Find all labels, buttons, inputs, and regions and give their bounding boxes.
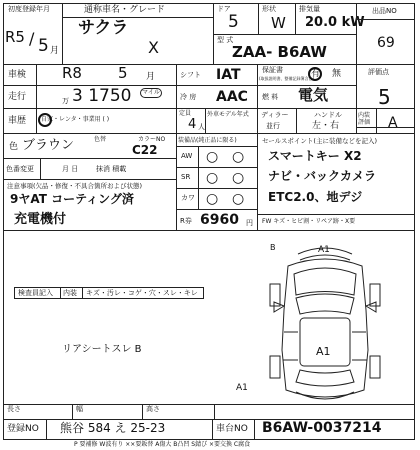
door-label: ドア [217, 5, 231, 13]
shape-label: 形状 [262, 5, 276, 13]
change-date-label: 月 日 [62, 165, 79, 173]
dimensions-row [3, 404, 215, 420]
damage-mark-small: B [270, 243, 276, 252]
equip-mark-3b: ○ [232, 191, 245, 207]
change-label: 色番変更 [6, 165, 34, 173]
warranty-yes: 有 [311, 69, 321, 79]
length-label: 長さ [7, 405, 21, 413]
first-reg-sep: / [29, 29, 35, 48]
equip-mark-2a: ○ [206, 170, 219, 186]
car-grade: X [148, 38, 159, 57]
damage-mark-right: A1 [316, 345, 331, 358]
model-label: 型 式 [217, 36, 234, 44]
reg-value: 熊谷 584 え 25-23 [60, 421, 166, 435]
mileage-mile-tag: マイル [142, 89, 160, 96]
shaken-month: 5 [118, 64, 128, 82]
equip-mark-1b: ○ [232, 149, 245, 165]
mileage-unit: 万 [62, 97, 69, 105]
inspector-interior-label: 内装 [63, 289, 77, 297]
fuel-value: 電気 [298, 86, 329, 104]
r-label: R券 [180, 217, 192, 225]
equip-code-3: カワ [181, 194, 195, 202]
usage-label: 車歴 [8, 116, 27, 126]
model-value: ZAA- B6AW [232, 43, 327, 61]
warranty-sub: (取扱説明書、整備記録簿含む) [259, 76, 315, 81]
shift-label: シフト [180, 71, 201, 79]
warranty-no: 無 [332, 69, 342, 79]
first-reg-era: R5 [5, 28, 25, 46]
mileage-value: 3 1750 [72, 86, 132, 106]
color-no-value: C22 [132, 143, 158, 157]
car-damage-diagram [250, 240, 400, 408]
r-unit: 円 [246, 219, 253, 227]
notes-line-2: 充電機付 [14, 212, 67, 227]
equip-code-2: SR [181, 173, 191, 181]
handle-value: 左・右 [312, 121, 340, 131]
width-label: 幅 [76, 405, 83, 413]
color-change-label: 色替 [94, 136, 107, 143]
displacement-value: 20.0 kW [305, 15, 365, 30]
score-label: 評価点 [368, 68, 389, 76]
interior-label: 内装評価 [358, 112, 371, 127]
notes-label: 注意事項(欠品・修復・不具合箇所および状態) [7, 182, 143, 190]
first-reg-month-unit: 月 [50, 46, 60, 56]
selling-points-label: セールスポイント(主に装備などを記入) [262, 137, 377, 145]
r-value: 6960 [200, 212, 239, 228]
score-value: 5 [378, 85, 391, 109]
notes-line-1: 9ヤAT コーティング済 [10, 192, 134, 206]
interior-value: A [388, 115, 398, 131]
handle-label: ハンドル [314, 111, 342, 119]
inspector-label: 検査員記入 [18, 289, 53, 297]
selling-point-1: スマートキー X2 [268, 149, 362, 163]
car-name: サクラ [78, 18, 129, 38]
change-options: 抹消 積載 [96, 165, 127, 173]
mileage-label: 走行 [8, 92, 27, 102]
shaken-label: 車検 [8, 70, 27, 80]
color-no-label: カラーNO [138, 136, 166, 143]
equipment-label: 装備品(純正品に限る) [178, 137, 237, 144]
chassis-label: 車台NO [216, 424, 248, 434]
inspector-note: リアシートスレ B [62, 344, 142, 355]
name-grade-label: 通称車名・グレード [84, 5, 166, 15]
first-reg-label: 初度登録年月 [8, 5, 50, 13]
first-reg-month: 5 [38, 36, 49, 56]
seats-unit: 人 [198, 123, 205, 131]
selling-point-2: ナビ・バックカメラ [268, 169, 377, 183]
fuel-label: 燃 料 [262, 93, 279, 101]
inspector-options: キズ・汚レ・コゲ・穴・スレ・キレ [86, 289, 198, 297]
reg-label: 登録NO [7, 424, 39, 434]
door-value: 5 [228, 12, 239, 32]
dealer-label: ディラー [261, 111, 289, 119]
equip-mark-2b: ○ [232, 170, 245, 186]
damage-mark-rear: A1 [236, 383, 248, 393]
height-label: 高さ [146, 405, 160, 413]
chassis-value: B6AW-0037214 [262, 420, 382, 436]
selling-points-footer: FW キズ・ヒビ割・リペア跡・X要 [262, 218, 356, 225]
ac-label: 冷 房 [180, 93, 197, 101]
color-label: 色 [9, 142, 19, 152]
legend-text: P 要補修 W波有り ××要鈑替 A傷大 B凸凹 S錆び ×要交換 C腐食 [74, 441, 251, 448]
color-value: ブラウン [22, 138, 75, 153]
shift-value: IAT [216, 67, 241, 83]
equip-code-1: AW [181, 152, 193, 160]
warranty-label: 保証書 [262, 66, 283, 74]
dealer-value: 並行 [266, 122, 280, 130]
shaken-month-unit: 月 [146, 72, 156, 82]
seats-value: 4 [188, 117, 197, 132]
lot-value: 69 [377, 35, 395, 51]
ac-value: AAC [216, 89, 248, 105]
equip-mark-3a: ○ [206, 191, 219, 207]
equip-mark-1a: ○ [206, 149, 219, 165]
displacement-label: 排気量 [299, 5, 320, 13]
selling-point-3: ETC2.0、地デジ [268, 190, 363, 204]
shape-value: W [271, 14, 286, 32]
seats-label: 定員 [179, 110, 192, 117]
usage-options: 自家・レンタ・事業用 ( ) [41, 116, 110, 123]
import-label: 外車モデル年式 [207, 111, 249, 118]
lot-label: 出品NO [372, 7, 397, 15]
shaken-era: R8 [62, 64, 82, 82]
damage-mark-front: A1 [318, 245, 330, 255]
